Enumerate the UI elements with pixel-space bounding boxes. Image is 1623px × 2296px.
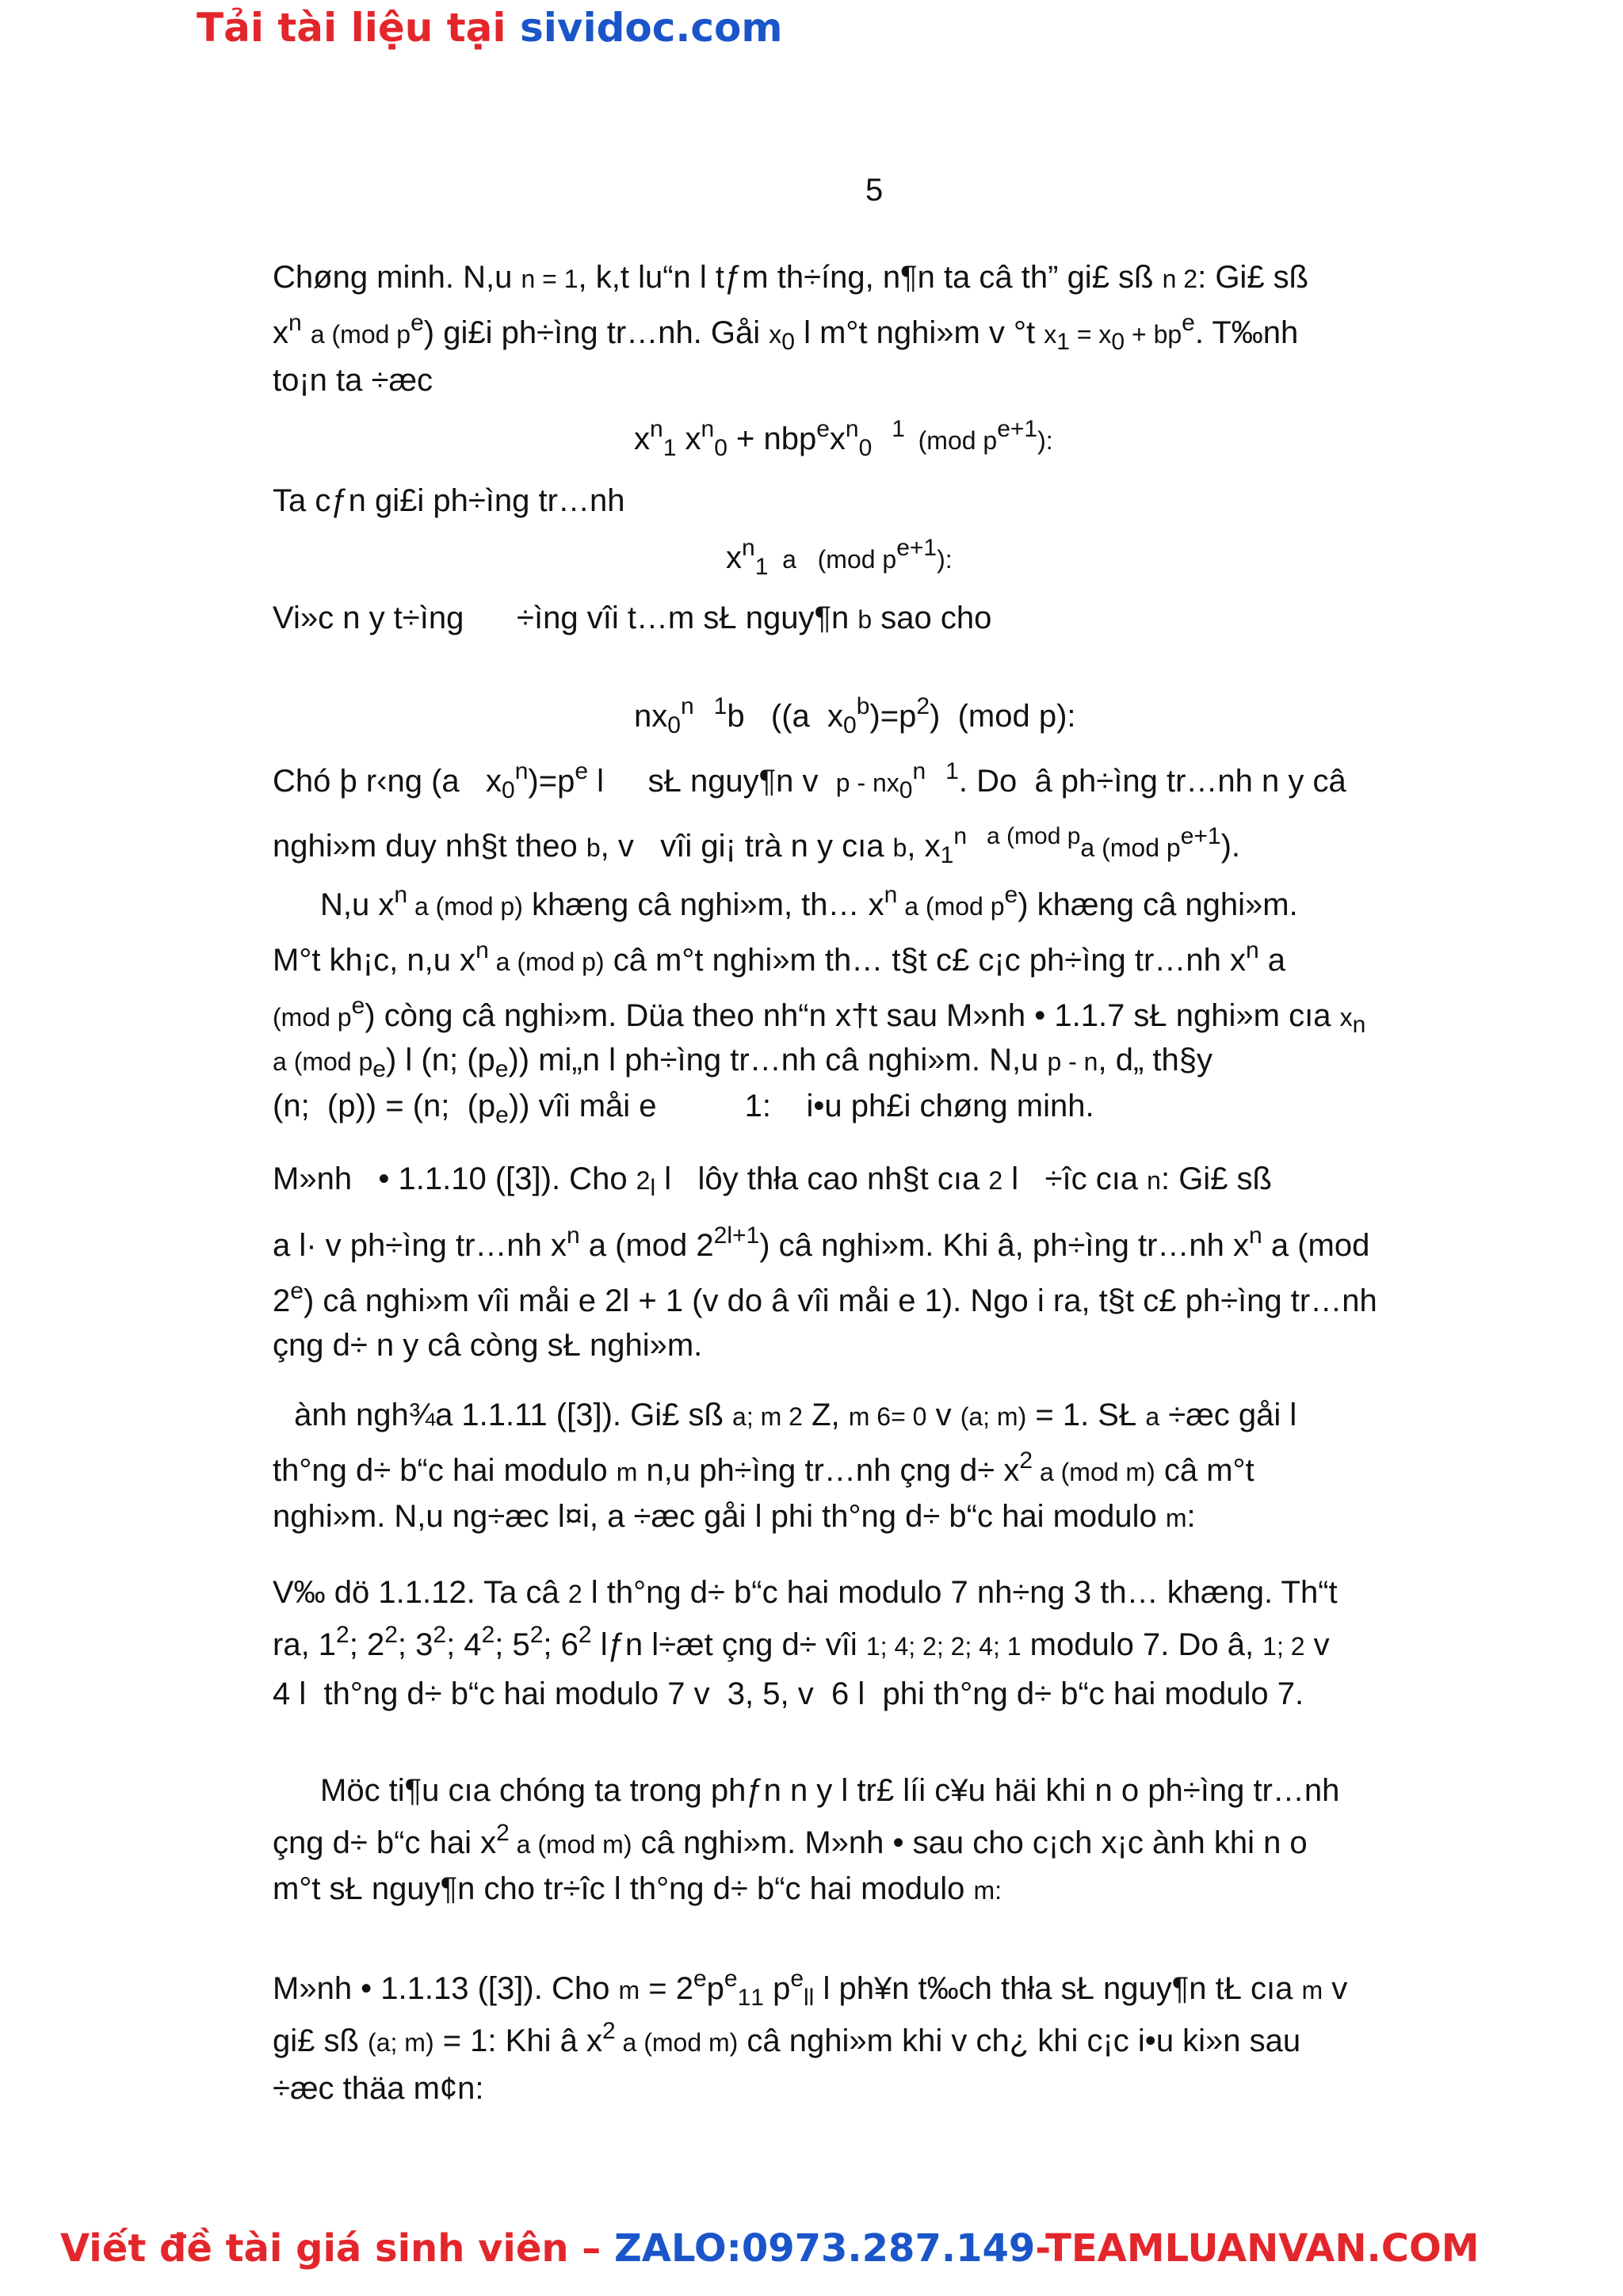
- example-1-1-12-line-1: V‰ dö 1.1.12. Ta câ 2 l th°ng d÷ b“c hai modulo 7 nh÷ng 3 th… khæng. Th“t: [273, 1575, 1338, 1610]
- prop-1-1-10-line-4: çng d÷ n y câ còng sŁ nghi»m.: [273, 1328, 703, 1363]
- page-number: 5: [865, 173, 884, 208]
- proof-line-2: $x^n$ a (mod $p^e$) gi£i ph÷ìng tr…nh. Gåi $x_0$ l m°t nghi»m v °t $x_1 = x_0 + bp^e$. T‰nh: [273, 310, 1299, 355]
- def-1-1-11-line-1: ành ngh¾a 1.1.11 ([3]). Gi£ sß a; m 2 Z, m 6= 0 v (a; m) = 1. SŁ a ÷æc gåi l: [285, 1398, 1297, 1432]
- banner-site-link[interactable]: sividoc.com: [519, 5, 783, 51]
- footer-text: Viết đề tài giá sinh viên –: [60, 2226, 614, 2271]
- footer-zalo-link[interactable]: ZALO:0973.287.149: [613, 2226, 1036, 2271]
- prop-1-1-13-line-1: M»nh • 1.1.13 ([3]). Cho $m = 2^ep^e_{11}$ $p^e_{ll}$ l ph¥n t‰ch thła sŁ nguy¶n tŁ cıa m v: [273, 1966, 1348, 2011]
- example-1-1-12-line-3: 4 l th°ng d÷ b“c hai modulo 7 v 3, 5, v 6 l phi th°ng d÷ b“c hai modulo 7.: [273, 1676, 1304, 1711]
- proof-line-3: to¡n ta ÷æc: [273, 363, 433, 398]
- example-1-1-12-line-2: ra, $1^2$; $2^2$; $3^2$; $4^2$; $5^2$; $6^2$ lƒn l÷æt çng d÷ vîi 1; 4; 2; 2; 4; 1 modulo 7. Do â, 1; 2 v: [273, 1622, 1330, 1662]
- prop-1-1-10-line-1: M»nh • 1.1.10 ([3]). Cho $2_l$ l lôy thła cao nh§t cıa 2 l ÷îc cıa n: Gi£ sß: [273, 1161, 1272, 1201]
- para2-line-1: N,u $x^n$ a (mod p) khæng câ nghi»m, th… $x^n$ a (mod $p^e$) khæng câ nghi»m.: [320, 882, 1298, 922]
- goal-line-1: Möc ti¶u cıa chóng ta trong phƒn n y l tr£ líi c¥u häi khi n o ph÷ìng tr…nh: [320, 1773, 1340, 1808]
- prop-1-1-13-line-3: ÷æc thäa m¢n:: [273, 2071, 484, 2106]
- para2-line-2: M°t kh¡c, n,u $x^n$ a (mod p) câ m°t nghi»m th… t§t c£ c¡c ph÷ìng tr…nh $x^n$ a: [273, 937, 1285, 978]
- equation-3: $nx_0^n$ $^1$b ((a $x_0^b)=p^2$) (mod p):: [634, 693, 1076, 738]
- def-1-1-11-line-2: th°ng d÷ b“c hai modulo m n,u ph÷ìng tr…nh çng $d\div x^2$ a (mod m) câ m°t: [273, 1447, 1254, 1488]
- para2-line-4: a (mod $p_e$) l (n; $(p_e)$) mi„n l ph÷ìng tr…nh câ nghi»m. N,u p - n, d„ th§y: [273, 1043, 1212, 1082]
- goal-line-3: m°t sŁ nguy¶n cho tr÷îc l th°ng d÷ b“c hai modulo m:: [273, 1871, 1002, 1906]
- prop-1-1-13-line-2: gi£ sß (a; m) = 1: Khi â $x^2$ a (mod m) câ nghi»m khi v ch¿ khi c¡c i•u ki»n sau: [273, 2018, 1301, 2058]
- banner-prefix: Tải tài liệu tại: [197, 5, 520, 51]
- proof-line-4: Ta cƒn gi£i ph÷ìng tr…nh: [273, 483, 625, 518]
- equation-1: $x^n_1$ $x^n_0 + nbp^ex^n_0$ $^1$ (mod $p^{e+1}$):: [634, 416, 1053, 461]
- para2-line-3: (mod $p^e$) còng câ nghi»m. Düa theo nh“n x†t sau M»nh • 1.1.7 sŁ nghi»m cıa $x_n$: [273, 993, 1366, 1038]
- proof-line-1: Chøng minh. N,u n = 1, k,t lu“n l tƒm th÷íng, n¶n ta câ th” gi£ sß n 2: Gi£ sß: [273, 260, 1309, 295]
- def-1-1-11-line-3: nghi»m. N,u ng÷æc l¤i, a ÷æc gåi l phi th°ng d÷ b“c hai modulo m:: [273, 1499, 1196, 1534]
- prop-1-1-10-line-2: a l· v ph÷ìng tr…nh $x^n$ a (mod $2^{2l+1}$) câ nghi»m. Khi â, ph÷ìng tr…nh $x^n$ a (mod: [273, 1222, 1370, 1263]
- goal-line-2: çng d÷ b“c hai $x^2$ a (mod m) câ nghi»m. M»nh • sau cho c¡ch x¡c ành khi n o: [273, 1820, 1308, 1860]
- footer-site-link[interactable]: -TEAMLUANVAN.COM: [1035, 2226, 1480, 2271]
- proof-line-7: nghi»m duy nh§t theo b, v vîi gi¡ trà n y cıa b, $x_1^{n a (mod p}a$ (mod $p^{e+1}$).: [273, 823, 1241, 868]
- footer-banner[interactable]: [60, 2226, 1480, 2271]
- para2-line-5: (n; (p)) = (n; $(p_e)$) vîi måi e 1: i•u ph£i chøng minh.: [273, 1089, 1094, 1128]
- download-banner[interactable]: [197, 5, 782, 51]
- proof-line-5: Vi»c n y t÷ìng ÷ìng vîi t…m sŁ nguy¶n b sao cho: [273, 601, 992, 635]
- proof-line-6: Chó þ r‹ng (a $x_0^n)=p^e$ l sŁ nguy¶n v p - $nx_0^n$ $^1$. Do â ph÷ìng tr…nh n y câ: [273, 758, 1346, 803]
- equation-2: $x^n_1$ a (mod $p^{e+1}$):: [726, 535, 953, 580]
- prop-1-1-10-line-3: 2e) câ nghi»m vîi måi e 2l + 1 (v do â vîi måi e 1). Ngo i ra, t§t c£ ph÷ìng tr…nh: [273, 1278, 1377, 1318]
